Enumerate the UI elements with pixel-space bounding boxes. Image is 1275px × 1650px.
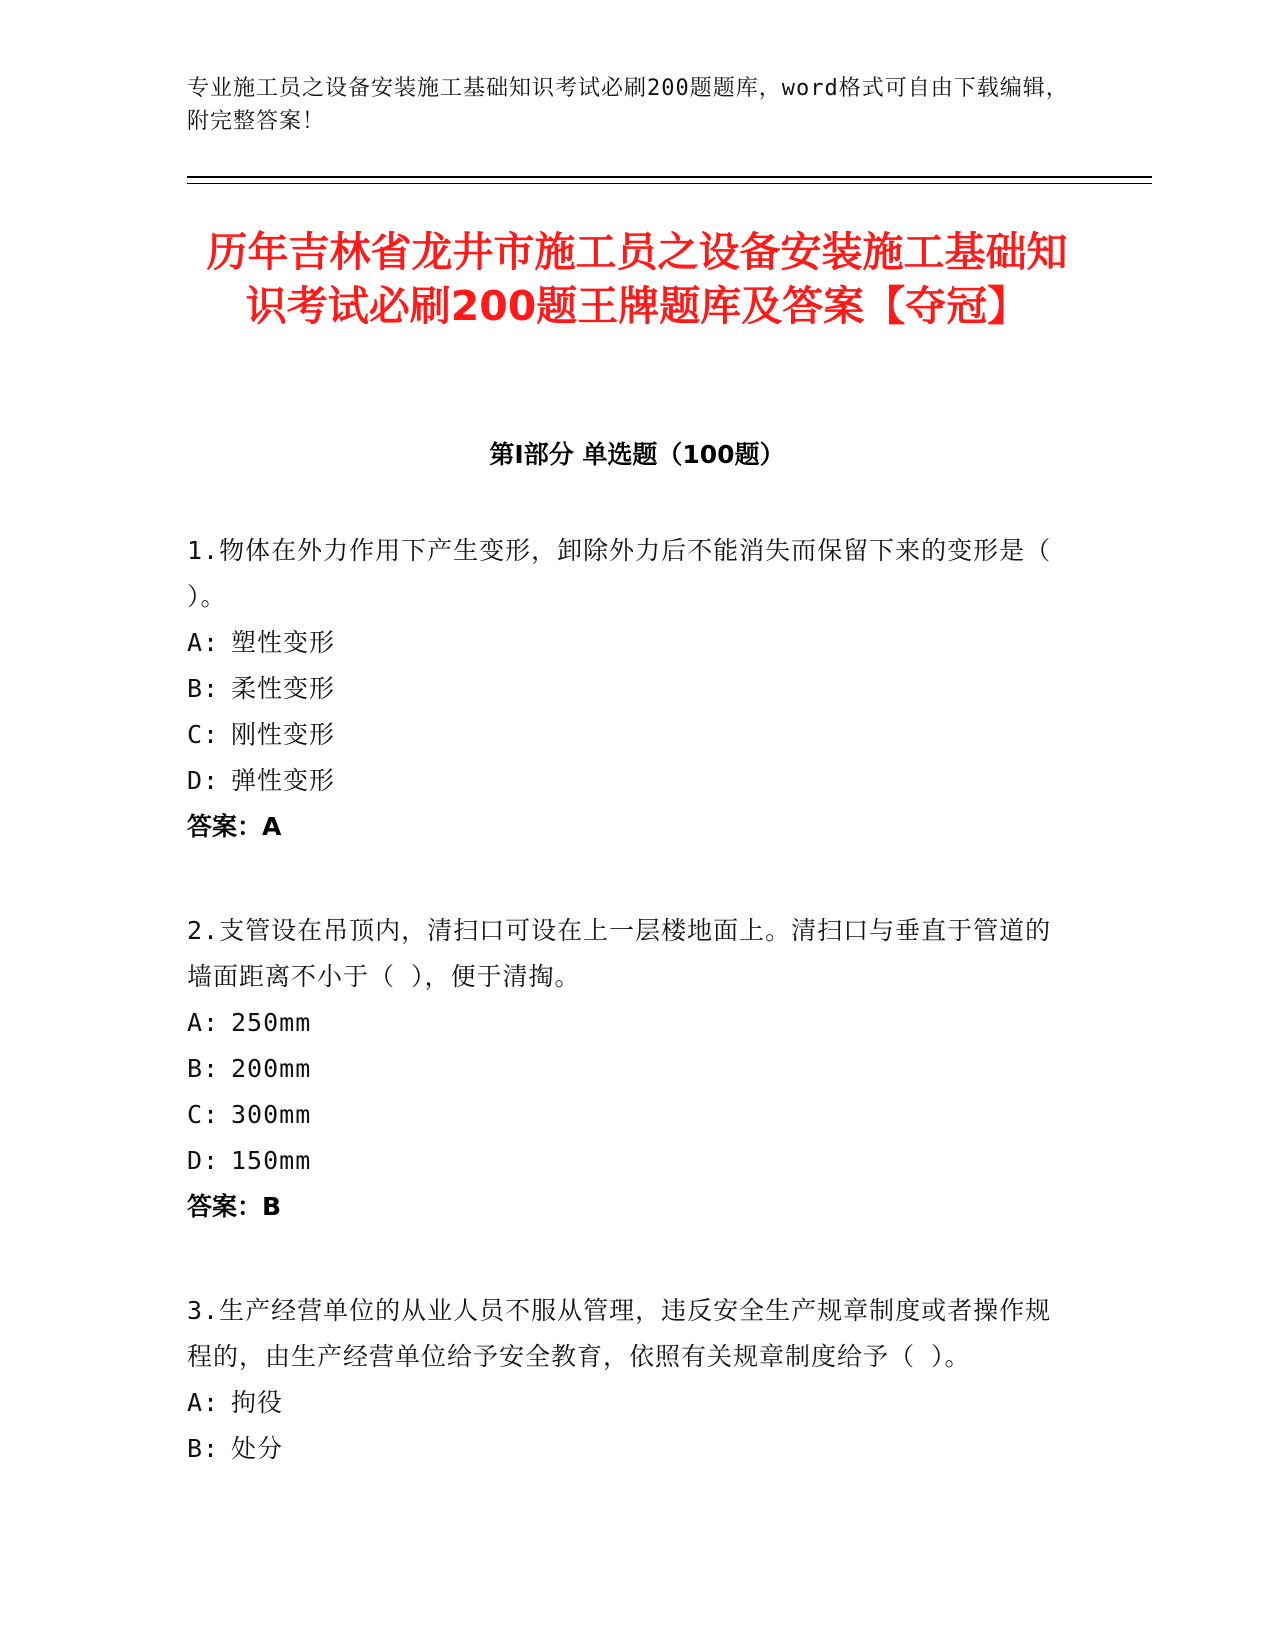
- option-b: [187, 1046, 1067, 1092]
- question-stem: 2.支管设在吊顶内，清扫口可设在上一层楼地面上。清扫口与垂直于管道的墙面距离不小于（ ），便于清掏。: [187, 916, 1052, 991]
- option-b: [187, 1426, 1067, 1472]
- header-rule-thick: [187, 176, 1152, 178]
- header-note: 专业施工员之设备安装施工基础知识考试必刷200题题库，word格式可自由下载编辑，附完整答案！: [187, 76, 1069, 134]
- option-letter: C:: [187, 720, 220, 749]
- option-letter: A:: [187, 1388, 220, 1417]
- option-a: [187, 620, 1067, 666]
- option-c: [187, 712, 1067, 758]
- option-text: 塑性变形: [231, 628, 336, 657]
- option-letter: D:: [187, 766, 220, 795]
- option-letter: C:: [187, 1100, 220, 1129]
- option-text: 300mm: [231, 1100, 312, 1129]
- option-text: 200mm: [231, 1054, 312, 1083]
- option-b: [187, 666, 1067, 712]
- option-letter: B:: [187, 674, 220, 703]
- option-text: 250mm: [231, 1008, 312, 1037]
- answer-line: 答案：A: [187, 812, 282, 841]
- question-2: [187, 908, 1067, 1230]
- option-text: 刚性变形: [231, 720, 336, 749]
- option-text: 柔性变形: [231, 674, 336, 703]
- header-rule-thin: [187, 183, 1152, 184]
- option-text: 处分: [231, 1434, 284, 1463]
- option-a: [187, 1000, 1067, 1046]
- option-text: 拘役: [231, 1388, 284, 1417]
- option-text: 150mm: [231, 1146, 312, 1175]
- option-text: 弹性变形: [231, 766, 336, 795]
- option-a: [187, 1380, 1067, 1426]
- option-letter: B:: [187, 1434, 220, 1463]
- answer-line: 答案：B: [187, 1192, 282, 1221]
- question-stem: 3.生产经营单位的从业人员不服从管理，违反安全生产规章制度或者操作规程的，由生产经营单位给予安全教育，依照有关规章制度给予（ ）。: [187, 1296, 1052, 1371]
- question-3: [187, 1288, 1067, 1472]
- section-heading: 第Ⅰ部分 单选题（100题）: [489, 440, 785, 469]
- option-letter: B:: [187, 1054, 220, 1083]
- option-c: [187, 1092, 1067, 1138]
- option-d: [187, 758, 1067, 804]
- question-1: [187, 528, 1067, 850]
- option-d: [187, 1138, 1067, 1184]
- option-letter: A:: [187, 1008, 220, 1037]
- option-letter: D:: [187, 1146, 220, 1175]
- option-letter: A:: [187, 628, 220, 657]
- question-list: [187, 528, 1067, 1530]
- question-stem: 1.物体在外力作用下产生变形，卸除外力后不能消失而保留下来的变形是（ ）。: [187, 536, 1052, 611]
- document-title: 历年吉林省龙井市施工员之设备安装施工基础知识考试必刷200题王牌题库及答案【夺冠】: [206, 228, 1068, 330]
